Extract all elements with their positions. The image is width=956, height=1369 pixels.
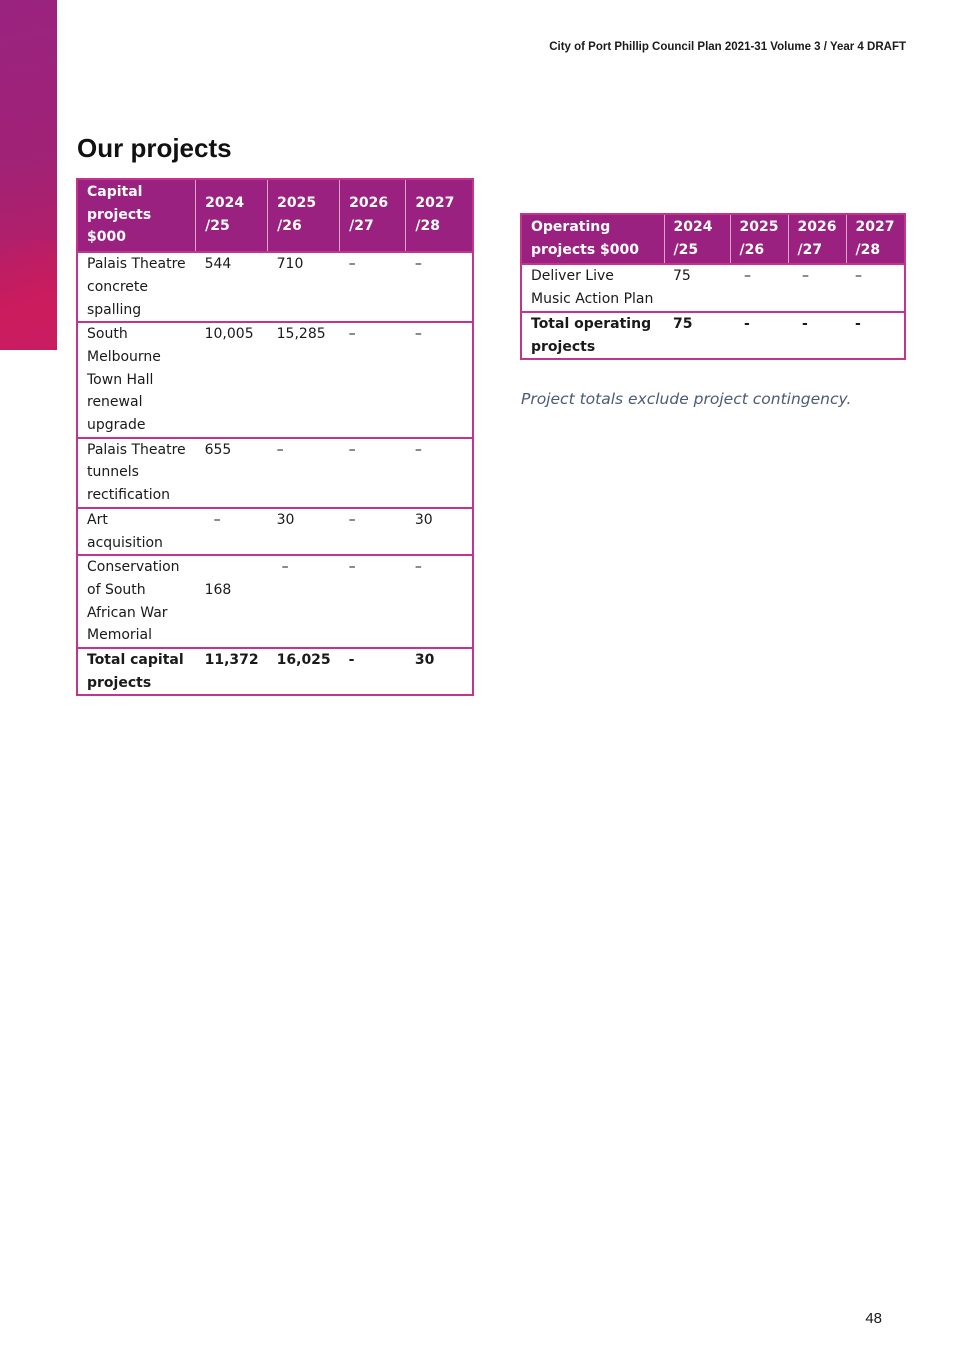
total-row xyxy=(77,648,473,695)
value-cell: 710 xyxy=(276,256,304,273)
column-header: 2027 /28 xyxy=(846,214,905,264)
total-value-cell: 16,025 xyxy=(276,652,331,669)
column-header: 2024 /25 xyxy=(196,179,268,252)
project-name-cell: South Melbourne Town Hall renewal upgrade xyxy=(87,326,161,434)
total-value-cell: 75 xyxy=(673,315,693,332)
value-cell: – xyxy=(414,559,422,576)
column-header: 2024 /25 xyxy=(664,214,730,264)
value-cell: 168 xyxy=(204,581,232,598)
project-name-cell: Deliver Live Music Action Plan xyxy=(531,268,654,308)
value-cell: – xyxy=(414,326,422,343)
table-header-row xyxy=(77,179,473,252)
contingency-note: Project totals exclude project contingency. xyxy=(521,390,852,408)
table-row xyxy=(77,508,473,555)
total-value-cell: 30 xyxy=(414,652,435,669)
value-cell: – xyxy=(348,256,356,273)
table-row xyxy=(77,555,473,648)
value-cell: – xyxy=(276,441,284,458)
page-number: 48 xyxy=(865,1310,882,1327)
value-cell: – xyxy=(348,511,356,528)
total-value-cell: - xyxy=(855,315,861,332)
total-value-cell: - xyxy=(348,652,355,669)
value-cell: – xyxy=(744,268,751,285)
value-cell: – xyxy=(348,559,356,576)
value-cell: 544 xyxy=(204,256,232,273)
value-cell: – xyxy=(213,511,221,528)
value-cell: – xyxy=(348,441,356,458)
column-header: 2026 /27 xyxy=(788,214,846,264)
table-row xyxy=(77,252,473,322)
capital-projects-table xyxy=(76,178,474,696)
value-cell: – xyxy=(414,441,422,458)
table-row xyxy=(521,264,905,311)
column-header: 2027 /28 xyxy=(406,179,473,252)
running-header: City of Port Phillip Council Plan 2021-31 Volume 3 / Year 4 DRAFT xyxy=(549,41,906,53)
operating-projects-table xyxy=(520,213,906,360)
total-value-cell: - xyxy=(802,315,808,332)
table-header-row xyxy=(521,214,905,264)
value-cell: – xyxy=(855,268,862,285)
total-label-cell: Total operating projects xyxy=(531,315,652,355)
page-title: Our projects xyxy=(77,133,232,163)
value-cell: 10,005 xyxy=(204,326,254,343)
value-cell: 30 xyxy=(414,511,433,528)
value-cell: – xyxy=(802,268,809,285)
decorative-side-band xyxy=(0,0,57,350)
value-cell: 75 xyxy=(673,268,691,285)
column-header: 2026 /27 xyxy=(340,179,406,252)
value-cell: 655 xyxy=(204,441,232,458)
value-cell: 30 xyxy=(276,511,295,528)
column-header: Capital projects $000 xyxy=(77,179,196,252)
table-row xyxy=(77,322,473,438)
table-row xyxy=(77,438,473,508)
total-row xyxy=(521,312,905,359)
column-header: Operating projects $000 xyxy=(521,214,664,264)
total-label-cell: Total capital projects xyxy=(87,652,184,691)
column-header: 2025 /26 xyxy=(730,214,788,264)
value-cell: 15,285 xyxy=(276,326,326,343)
value-cell: – xyxy=(281,559,289,576)
value-cell: – xyxy=(348,326,356,343)
total-value-cell: 11,372 xyxy=(204,652,259,669)
project-name-cell: Art acquisition xyxy=(87,511,163,551)
total-value-cell: - xyxy=(744,315,750,332)
project-name-cell: Palais Theatre concrete spalling xyxy=(87,256,186,318)
project-name-cell: Palais Theatre tunnels rectification xyxy=(87,441,186,504)
project-name-cell: Conservation of South African War Memorial xyxy=(87,559,180,644)
value-cell: – xyxy=(414,256,422,273)
column-header: 2025 /26 xyxy=(268,179,340,252)
